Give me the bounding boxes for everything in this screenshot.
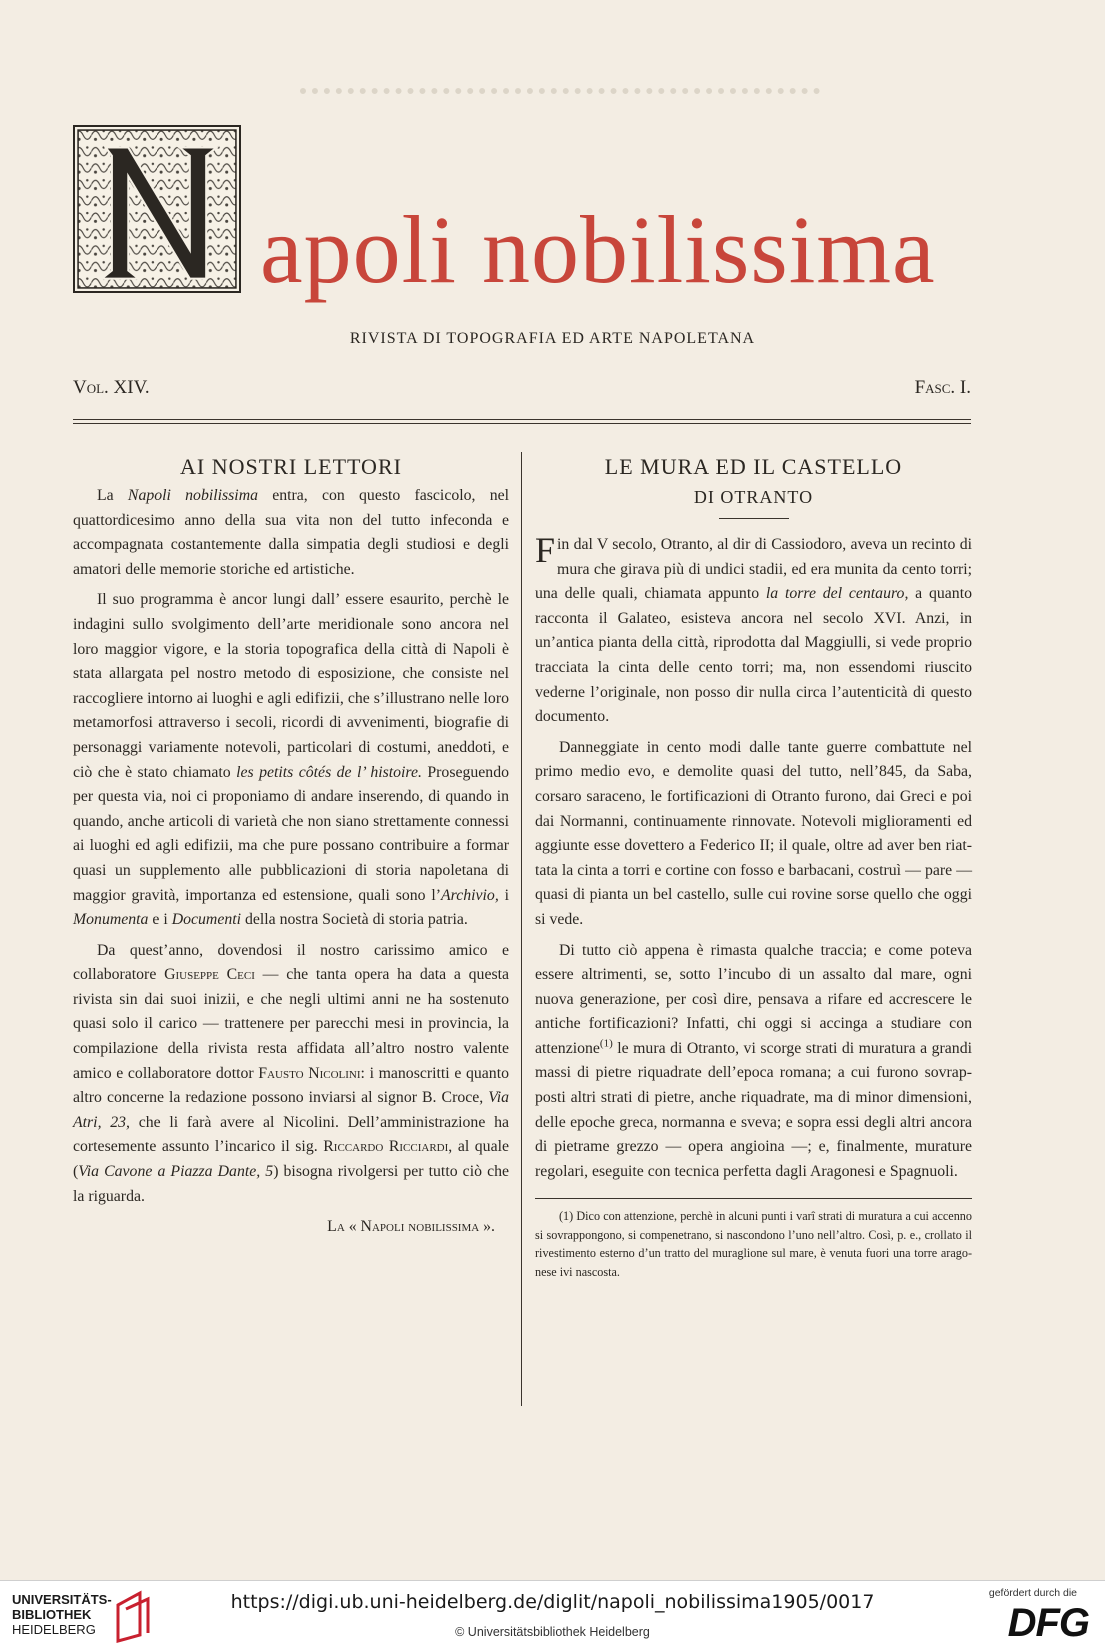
headline-rule bbox=[719, 518, 789, 519]
initial-ornament-icon bbox=[75, 127, 239, 291]
right-article-headline: LE MURA ED IL CASTELLO bbox=[604, 454, 903, 479]
dfg-logo[interactable]: DFG bbox=[1007, 1601, 1089, 1645]
left-column-article bbox=[73, 452, 509, 1240]
right-column-article bbox=[535, 452, 972, 1281]
bleed-through-decoration bbox=[300, 88, 820, 104]
right-paragraph-3: Di tutto ciò appena è rimasta qualche traccia; e come poteva essere altrimenti, se, sotto l’incubo di un assalto dal mare, ogni nuova generazione, per così dire, pensava a rifare ed accrescere le antiche fortificazioni? Infatti, chi oggi si accinga a studiare con attenzione$^{(1)}$ le mura di Otranto, vi scorge strati di muratura a grandi massi di pietre riquadrate dell’epoca romana; a cui furono sovrapposti altri strati di pietre, anche riquadrate, ma di minor dimensioni, delle epoche greca, normanna e sveva; e sopra essi degli altri ancora di pietrame grezzo — opera angioina —; e, finalmente, murature regolari, eseguite con tecnica perfetta dagli Aragonesi e Spagnuoli. bbox=[535, 941, 972, 1180]
decorated-initial-n bbox=[73, 125, 241, 293]
header-rule-top bbox=[73, 419, 971, 420]
left-paragraph-1: La Napoli nobilissima entra, con questo fascicolo, nel quattordicesimo anno della sua vita non del tutto infeconda e accompagnata costantemente dalla simpatia degli studiosi e degli amatori delle memorie storiche ed artistiche. bbox=[73, 487, 509, 578]
right-paragraph-1: Fin dal V secolo, Otranto, al dir di Cassiodoro, aveva un recinto di mura che girava più di undici stadii, ed era munita da cento torri; una delle quali, chiamata appunto la torre del centauro, a quanto racconta il Galateo, esisteva ancora nel secolo XVI. Anzi, in un’antica pianta della città, riprodotta dal Maggiulli, si vede proprio tracciata la cinta delle cento torri; ma, non essendomi riuscito vederne l’originale, non posso dir nulla circa l’autenticità di questo documento. bbox=[535, 530, 972, 726]
footnote: (1) Dico con attenzione, perchè in alcuni punti i varî strati di muratura a cui accenno si sovrappongono, si compenetrano, si nascondono l’uno nell’altro. Così, p. e., crollato il rivestimento esterno d’un tratto del muraglione sul mare, è venuta fuori una torre aragonese ivi nascosta. bbox=[535, 1209, 972, 1279]
left-paragraph-3: Da quest’anno, dovendosi il nostro carissimo amico e collaboratore Giuseppe Ceci — che tanta opera ha data a questa rivista sin dai suoi inizii, e che negli ultimi anni ne ha sostenuto quasi solo il carico — trattenere per parecchi mesi in provincia, la compilazione della rivista resta affidata all’altro nostro valente amico e collaboratore dottor Fausto Nicolini: i manoscritti e quanto altro concerne la redazione possono inviarsi al signor B. Croce, Via Atri, 23, che li farà avere al Nicolini. Dell’amministrazione ha cortesemente assunto l’incarico il sig. Riccardo Ricciardi, al quale (Via Cavone a Piazza Dante, 5) bisogna rivolgersi per tutto ciò che la riguarda. bbox=[73, 941, 509, 1205]
journal-subtitle: RIVISTA DI TOPOGRAFIA ED ARTE NAPOLETANA bbox=[349, 330, 756, 347]
library-name[interactable]: UNIVERSITÄTS- BIBLIOTHEK HEIDELBERG bbox=[12, 1592, 112, 1637]
permalink-url[interactable]: https://digi.ub.uni-heidelberg.de/diglit/napoli_nobilissima1905/0017 bbox=[230, 1591, 875, 1613]
right-article-subhead: DI OTRANTO bbox=[693, 487, 814, 507]
journal-title: apoli nobilissima bbox=[260, 196, 936, 303]
column-divider bbox=[521, 452, 522, 1406]
left-paragraph-2: Il suo programma è ancor lungi dall’ essere esaurito, perchè le indagini sullo svolgimento dell’arte meridionale sono ancora nel loro maggior vigore, e la storia topografica della città di Napoli è stata allargata pel nostro metodo di esposizione, che consiste nel raccogliere intorno ai luoghi e agli edifizii, che s’illustrano nelle loro metamorfosi attraverso i secoli, ricordi di avvenimenti, biografie di personaggi variamente notevoli, particolari di costumi, aneddoti, e ciò che è stato chiamato les petits côtés de l’ histoire. Proseguendo per questa via, noi ci proponiamo di andare inserendo, di quando in quando, anche articoli di varietà che non siano strettamente connessi ai luoghi ed agli edifizii, ma che pure possano contribuire a formar quasi un supplemento alle pubblicazioni di storia napoletana di maggior gravità, importanza ed estensione, quali sono l’Archivio, i Monumenta e i Documenti della nostra Società di storia patria. bbox=[73, 591, 509, 929]
footnote-rule bbox=[535, 1198, 972, 1199]
article-signature: La « Napoli nobilissima ». bbox=[327, 1218, 495, 1236]
left-article-headline: AI NOSTRI LETTORI bbox=[180, 454, 402, 479]
volume-number: Vol. XIV. bbox=[73, 377, 150, 398]
header-rule-bottom bbox=[73, 423, 971, 424]
fascicle-number: Fasc. I. bbox=[914, 377, 971, 398]
drop-cap: F bbox=[535, 530, 556, 570]
right-paragraph-2: Danneggiate in cento modi dalle tante guerre combattute nel primo medio evo, e demolite quasi del tutto, nell’845, da Saba, corsaro saraceno, le fortificazioni di Otranto furono, dai Greci e poi dai Normanni, continuamente rinnovate. Notevoli miglioramenti ed aggiunte esse dovettero a Federico II; il quale, oltre ad aver ben riattata la cinta a torri e cortine con fosso e barbacani, costruì — pare — quasi di pianta un bel castello, sulle cui rovine sorse quello che oggi si vede. bbox=[535, 738, 972, 928]
footnote-ref[interactable]: (1) bbox=[599, 1037, 613, 1050]
digitization-banner bbox=[0, 1580, 1105, 1652]
copyright-notice: © Universitätsbibliothek Heidelberg bbox=[455, 1625, 650, 1639]
funding-note: gefördert durch die bbox=[988, 1587, 1077, 1599]
